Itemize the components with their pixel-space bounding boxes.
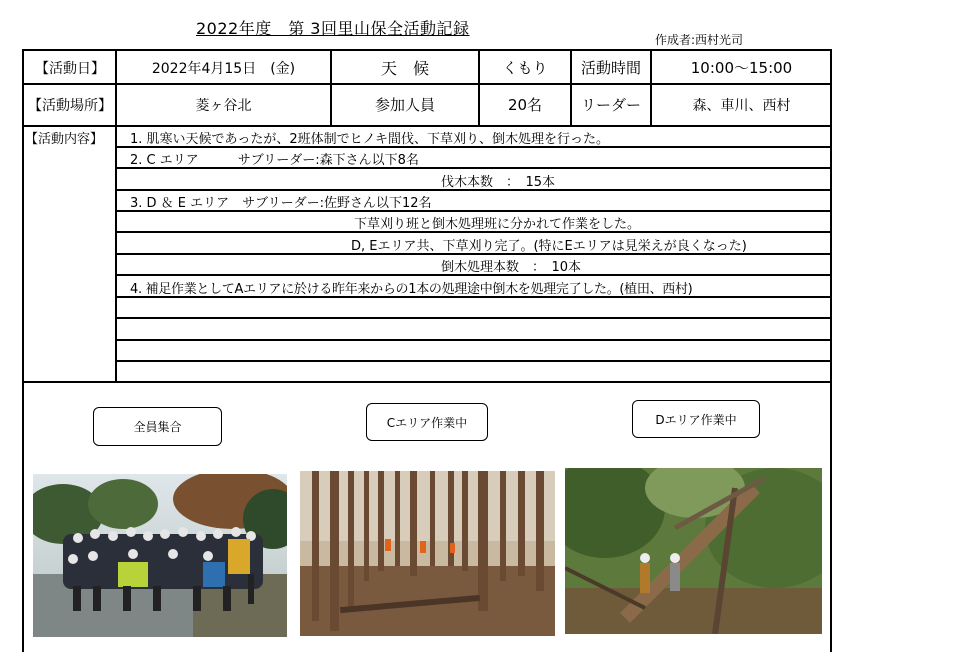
place-label: 【活動場所】 [28,97,112,114]
date-label: 【活動日】 [35,60,105,77]
leader-value: 森、車川、西村 [692,97,791,114]
content-line-3: 伐木本数 ： 15本 [441,175,556,190]
content-label: 【活動内容】 [25,132,104,147]
weather-value: くもり [502,59,548,77]
content-line-8: 4. 補足作業としてAエリアに於ける昨年来からの1本の処理途中倒木を処理完了した。(植田、西村) [130,282,693,297]
content-line-2: 2. C エリア サブリーダー:森下さん以下8名 [130,153,419,168]
content-line-1: 1. 肌寒い天候であったが、2班体制でヒノキ間伐、下草刈り、倒木処理を行った。 [130,132,610,147]
time-label: 活動時間 [580,59,641,77]
photo-c-area [300,471,555,636]
place-value: 菱ヶ谷北 [195,97,252,114]
document-title: 2022年度 第 3回里山保全活動記録 [196,19,470,38]
caption-all-members: 全員集合 [93,407,222,446]
time-value: 10:00〜15:00 [690,59,793,77]
content-line-7: 倒木処理本数 ： 10本 [441,260,582,275]
participants-value: 20名 [507,96,543,114]
weather-label: 天 候 [380,59,429,78]
caption-d-area: Dエリア作業中 [632,400,760,438]
photo-d-area [565,468,822,634]
participants-label: 参加人員 [374,96,435,114]
content-line-6: D, Eエリア共、下草刈り完了。(特にEエリアは見栄えが良くなった) [351,239,747,254]
content-line-4: 3. D ＆ E エリア サブリーダー:佐野さん以下12名 [130,196,432,211]
photo-group [33,474,287,637]
caption-c-area: Cエリア作業中 [366,403,488,441]
author-line: 作成者:西村光司 [655,33,744,47]
content-line-5: 下草刈り班と倒木処理班に分かれて作業をした。 [354,217,641,232]
date-value: 2022年4月15日 (金) [151,60,296,77]
leader-label: リーダー [580,96,641,114]
